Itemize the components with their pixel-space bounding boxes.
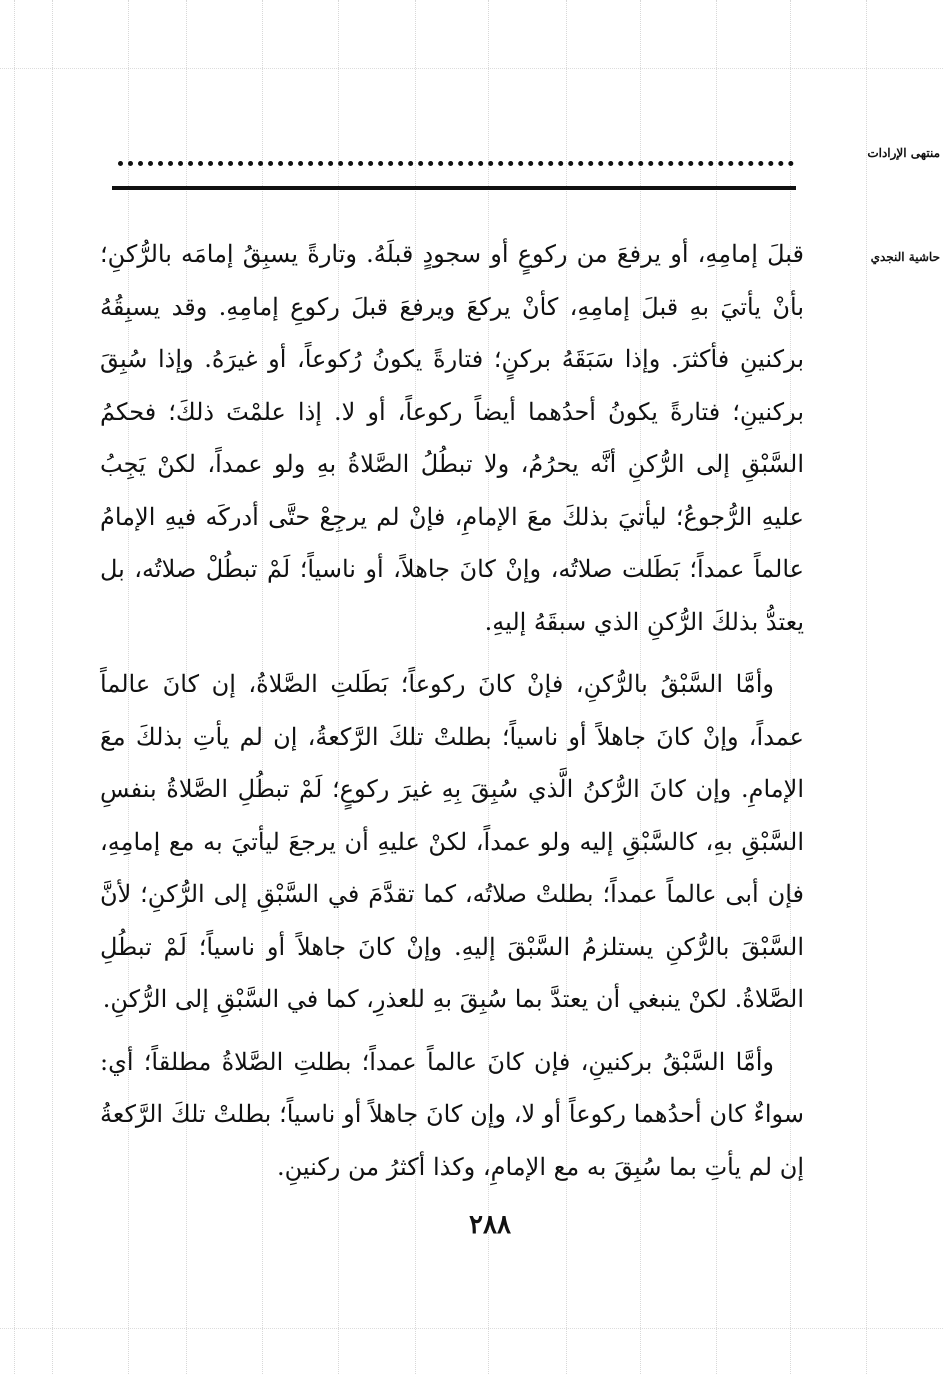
page-number: ٢٨٨ bbox=[469, 1210, 511, 1240]
scan-grid-line bbox=[0, 1328, 943, 1329]
paragraph: وأمَّا السَّبْقُ بركنينِ، فإن كانَ عالماً عمداً؛ بطلتِ الصَّلاةُ مطلقاً؛ أي: سواءٌ كان أحدُهما ركوعاً أو لا، وإن كانَ جاهلاً أو ناسياً؛ بطلتْ تلكَ الرَّكعةُ إن لم يأتِ بما سُبِقَ به مع الإمامِ، وكذا أكثرُ من ركنينِ. bbox=[100, 1047, 805, 1181]
running-head: منتهى الإرادات bbox=[867, 146, 940, 160]
scan-grid-line bbox=[14, 0, 15, 1374]
scan-grid-line bbox=[52, 0, 53, 1374]
scan-grid-line bbox=[866, 0, 867, 1374]
body-text bbox=[100, 228, 804, 1193]
scan-grid-line bbox=[0, 68, 943, 69]
dotted-rule bbox=[118, 161, 794, 166]
side-title: حاشية النجدي bbox=[870, 250, 940, 264]
paragraph: قبلَ إمامِهِ، أو يرفعَ من ركوعٍ أو سجودٍ قبلَهُ. وتارةً يسبِقُ إمامَه بالرُّكنِ؛ بأنْ يأتيَ بهِ قبلَ إمامِهِ، كأنْ يركعَ ويرفعَ قبلَ ركوعِ إمامِهِ. وقد يسبِقُهُ بركنينِ فأكثرَ. وإذا سَبَقَهُ بركنٍ؛ فتارةً يكونُ رُكوعاً، أو غيرَهُ. وإذا سُبِقَ بركنينِ؛ فتارةً يكونُ أحدُهما أيضاً ركوعاً، أو لا. إذا علمْتَ ذلكَ؛ فحكمُ السَّبْقِ إلى الرُّكنِ أنَّه يحرُمُ، ولا تبطُلُ الصَّلاةُ بهِ ولو عمداً، لكنْ يَجِبُ عليهِ الرُّجوعُ؛ ليأتيَ بذلكَ معَ الإمامِ، فإنْ لم يرجِعْ حتَّى أدركَه فيهِ الإمامُ عالماً عمداً؛ بَطَلت صلاتُه، وإنْ كانَ جاهلاً، أو ناسياً؛ لَمْ تبطُلْ صلاتُه، بل يعتدُّ بذلكَ الرُّكنِ الذي سبقَهُ إليهِ. bbox=[100, 240, 804, 636]
header-rule bbox=[112, 186, 796, 190]
paragraph: وأمَّا السَّبْقُ بالرُّكنِ، فإنْ كانَ ركوعاً؛ بَطَلتِ الصَّلاةُ، إن كانَ عالماً عمداً، وإنْ كانَ جاهلاً أو ناسياً؛ بطلتْ تلكَ الرَّكعةُ، إن لم يأتِ بذلكَ معَ الإمامِ. وإن كانَ الرُّكنُ الَّذي سُبِقَ بِهِ غيرَ ركوعٍ؛ لَمْ تبطُلِ الصَّلاةُ بنفسِ السَّبْقِ بهِ، كالسَّبْقِ إليه ولو عمداً، لكنْ عليهِ أن يرجعَ ليأتيَ به مع إمامِهِ، فإن أبى عالماً عمداً؛ بطلتْ صلاتُه، كما تقدَّمَ في السَّبْقِ إلى الرُّكنِ؛ لأنَّ السَّبْقَ بالرُّكنِ يستلزمُ السَّبْقَ إليهِ. وإنْ كانَ جاهلاً أو ناسياً؛ لَمْ تبطُلِ الصَّلاةُ. لكنْ ينبغي أن يعتدَّ بما سُبِقَ بهِ للعذرِ، كما في السَّبْقِ إلى الرُّكنِ. bbox=[100, 670, 805, 1013]
